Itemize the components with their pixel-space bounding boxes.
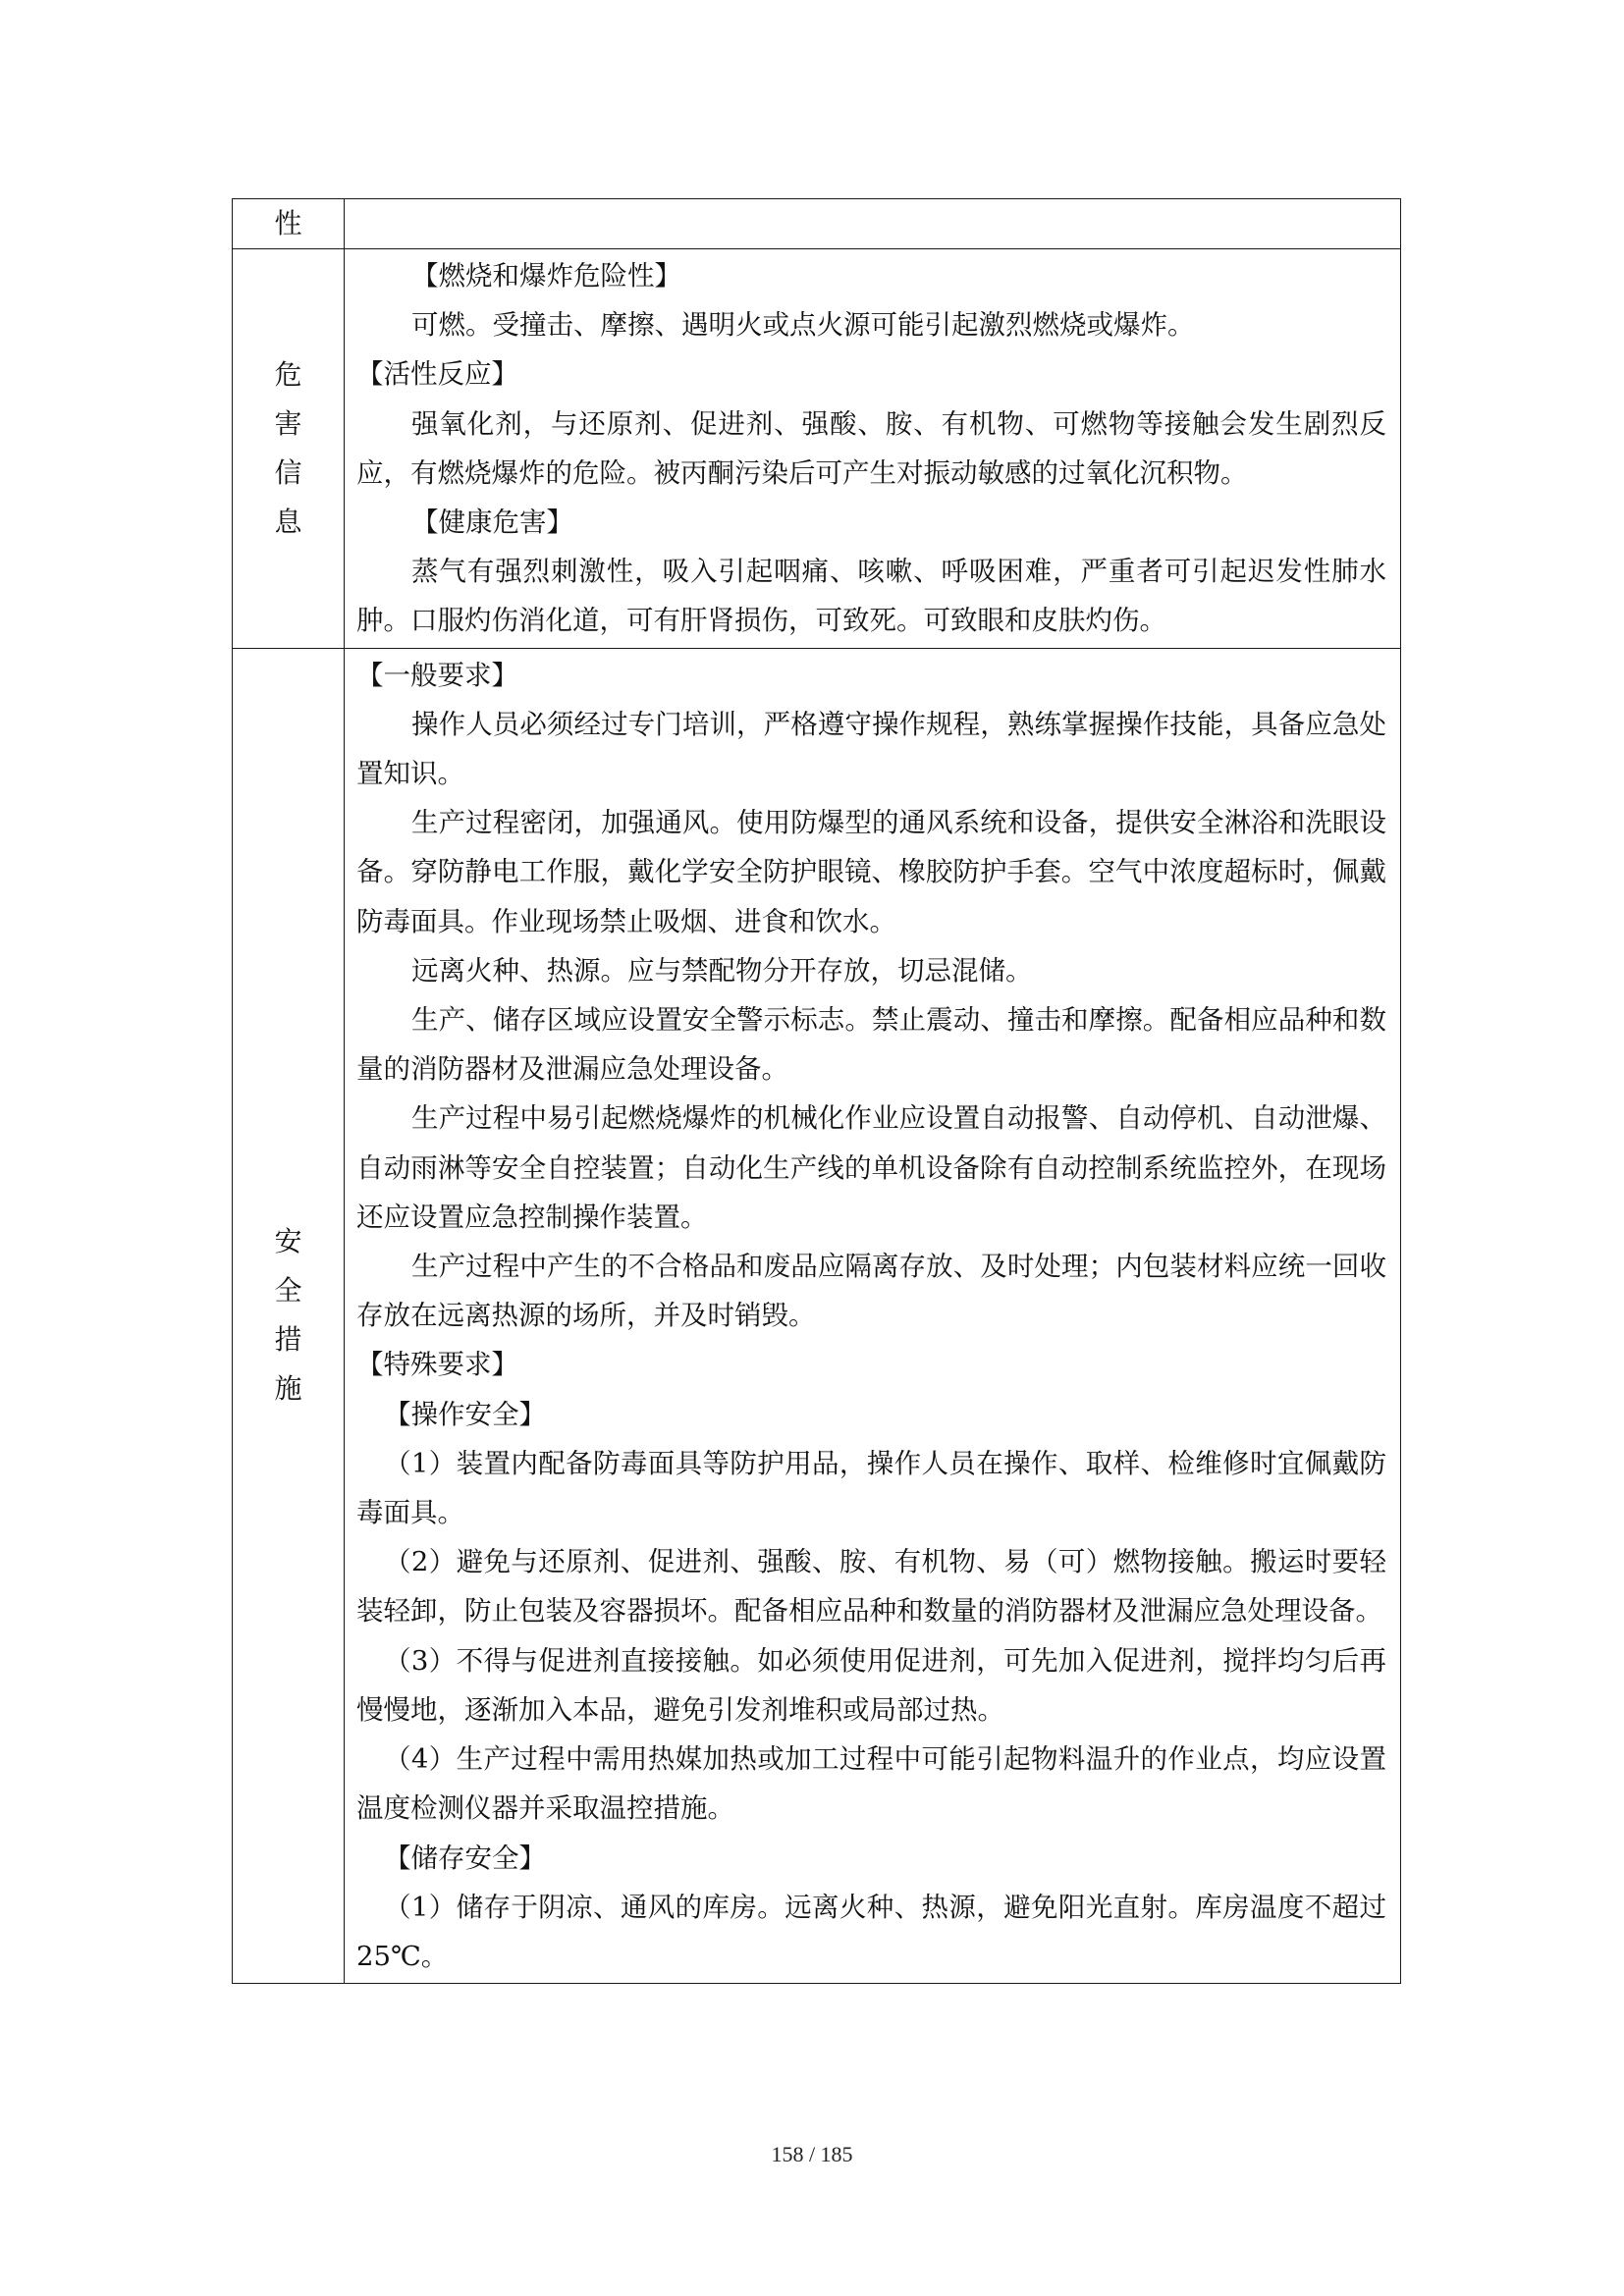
- paragraph: 【特殊要求】: [356, 1349, 518, 1381]
- row-label-char: 信: [274, 455, 302, 489]
- paragraph: 【一般要求】: [356, 659, 518, 691]
- paragraph: 生产过程中易引起燃烧爆炸的机械化作业应设置自动报警、自动停机、自动泄爆、自动雨淋等安全自控装置；自动化生产线的单机设备除有自动控制系统监控外，在现场还应设置应急控制操作装置。: [356, 1102, 1386, 1233]
- paragraph: 【燃烧和爆炸危险性】: [411, 260, 681, 292]
- safety-measures-content: [345, 648, 1401, 1983]
- row-label-char: 措: [274, 1323, 302, 1357]
- table-row-property: [233, 199, 1401, 249]
- paragraph: （3）不得与促进剂直接接触。如必须使用促进剂，可先加入促进剂，搅拌均匀后再慢慢地，逐渐加入本品，避免引发剂堆积或局部过热。: [356, 1644, 1386, 1726]
- row-label-property: [233, 199, 345, 249]
- row-label-char: 息: [274, 505, 302, 538]
- table-row-safety-measures: [233, 648, 1401, 1983]
- row-label-char: 安: [274, 1225, 302, 1258]
- paragraph: （2）避免与还原剂、促进剂、强酸、胺、有机物、易（可）燃物接触。搬运时要轻装轻卸，防止包装及容器损坏。配备相应品种和数量的消防器材及泄漏应急处理设备。: [356, 1546, 1386, 1628]
- paragraph: 远离火种、热源。应与禁配物分开存放，切忌混储。: [411, 954, 1033, 987]
- row-label-char: 全: [274, 1274, 302, 1308]
- paragraph: 生产过程密闭，加强通风。使用防爆型的通风系统和设备，提供安全淋浴和洗眼设备。穿防静电工作服，戴化学安全防护眼镜、橡胶防护手套。空气中浓度超标时，佩戴防毒面具。作业现场禁止吸烟、进食和饮水。: [356, 807, 1386, 937]
- paragraph: （1）储存于阴凉、通风的库房。远离火种、热源，避免阳光直射。库房温度不超过 25℃。: [356, 1891, 1386, 1972]
- paragraph: 生产过程中产生的不合格品和废品应隔离存放、及时处理；内包装材料应统一回收存放在远离热源的场所，并及时销毁。: [356, 1251, 1386, 1332]
- paragraph: 生产、储存区域应设置安全警示标志。禁止震动、撞击和摩擦。配备相应品种和数量的消防器材及泄漏应急处理设备。: [356, 1004, 1386, 1086]
- row-content-property: [345, 199, 1401, 249]
- paragraph: 【储存安全】: [384, 1842, 546, 1874]
- table-row-hazard-info: [233, 249, 1401, 649]
- paragraph: 操作人员必须经过专门培训，严格遵守操作规程，熟练掌握操作技能，具备应急处置知识。: [356, 708, 1386, 790]
- paragraph: 强氧化剂，与还原剂、促进剂、强酸、胺、有机物、可燃物等接触会发生剧烈反应，有燃烧爆炸的危险。被丙酮污染后可产生对振动敏感的过氧化沉积物。: [356, 407, 1386, 489]
- paragraph: 蒸气有强烈刺激性，吸入引起咽痛、咳嗽、呼吸困难，严重者可引起迟发性肺水肿。口服灼伤消化道，可有肝肾损伤，可致死。可致眼和皮肤灼伤。: [356, 556, 1386, 637]
- page-number: 158 / 185: [771, 2142, 853, 2166]
- paragraph: （4）生产过程中需用热媒加热或加工过程中可能引起物料温升的作业点，均应设置温度检测仪器并采取温控措施。: [356, 1743, 1386, 1825]
- paragraph: 【健康危害】: [411, 507, 573, 539]
- row-label-hazard-info: [233, 249, 345, 649]
- paragraph: 【活性反应】: [356, 358, 518, 391]
- row-label-char: 害: [274, 406, 302, 440]
- row-label-char: 施: [274, 1372, 302, 1406]
- row-label-char: 性: [274, 207, 302, 240]
- row-label-char: 危: [274, 357, 302, 391]
- paragraph: 可燃。受撞击、摩擦、遇明火或点火源可能引起激烈燃烧或爆炸。: [411, 309, 1195, 342]
- row-label-safety-measures: [233, 648, 345, 1983]
- safety-data-table: [232, 198, 1401, 1984]
- paragraph: 【操作安全】: [384, 1398, 546, 1430]
- paragraph: （1）装置内配备防毒面具等防护用品，操作人员在操作、取样、检维修时宜佩戴防毒面具。: [356, 1447, 1386, 1529]
- hazard-info-content: [345, 249, 1401, 649]
